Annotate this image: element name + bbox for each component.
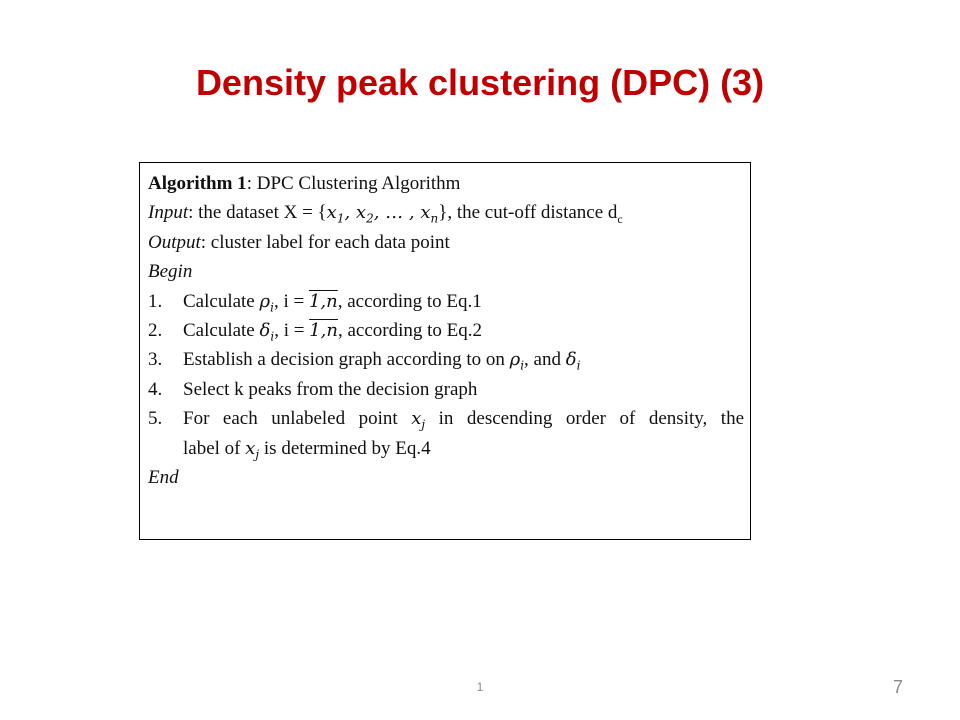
algorithm-end [148,463,742,492]
algorithm-begin [148,257,742,286]
step-text: Establish a decision graph according to on $\rho_i$, and $\delta_i$ [183,349,581,373]
slide-title: Density peak clustering (DPC) (3) [195,62,765,103]
algorithm-step-5-continued [148,434,742,463]
step-text: Calculate $\rho_i$, i = 1,n, according to Eq.1 [183,290,482,315]
step-number: 4. [148,378,163,400]
begin-label: Begin [148,261,193,283]
step-text: For each unlabeled point $x_j$ in descending order of density, the [183,408,745,432]
input-label: Input [148,202,189,224]
step-number: 5. [148,408,163,430]
algorithm-header [148,169,742,198]
algorithm-step-4 [148,375,742,404]
algorithm-input [148,198,742,227]
step-number: 1. [148,290,163,312]
step-number: 2. [148,319,163,341]
end-label: End [148,466,179,488]
input-text: : the dataset X = { [188,202,327,224]
input-cutoff-text: }, the cut-off distance d [438,202,618,224]
output-label: Output [148,231,201,253]
step-text-continued: label of $x_j$ is determined by Eq.4 [183,437,431,462]
algorithm-title: Algorithm 1 [148,173,247,194]
algorithm-box [139,162,751,540]
algorithm-step-5 [148,404,745,433]
input-math: $x_1$, $x_2$, … , $x_n$ [326,202,439,226]
footer-center-number: 1 [476,680,484,694]
step-text: Select k peaks from the decision graph [183,378,478,400]
algorithm-output [148,228,742,257]
input-cutoff-subscript: c [617,212,623,227]
algorithm-step-2 [148,316,742,345]
algorithm-step-3 [148,345,742,374]
step-number: 3. [148,349,163,371]
step-text: Calculate $\delta_i$, i = 1,n, according to Eq.2 [183,319,483,344]
slide-page-number: 7 [892,677,903,697]
algorithm-name: : DPC Clustering Algorithm [246,173,461,194]
output-text: : cluster label for each data point [200,231,450,253]
algorithm-step-1 [148,287,742,316]
